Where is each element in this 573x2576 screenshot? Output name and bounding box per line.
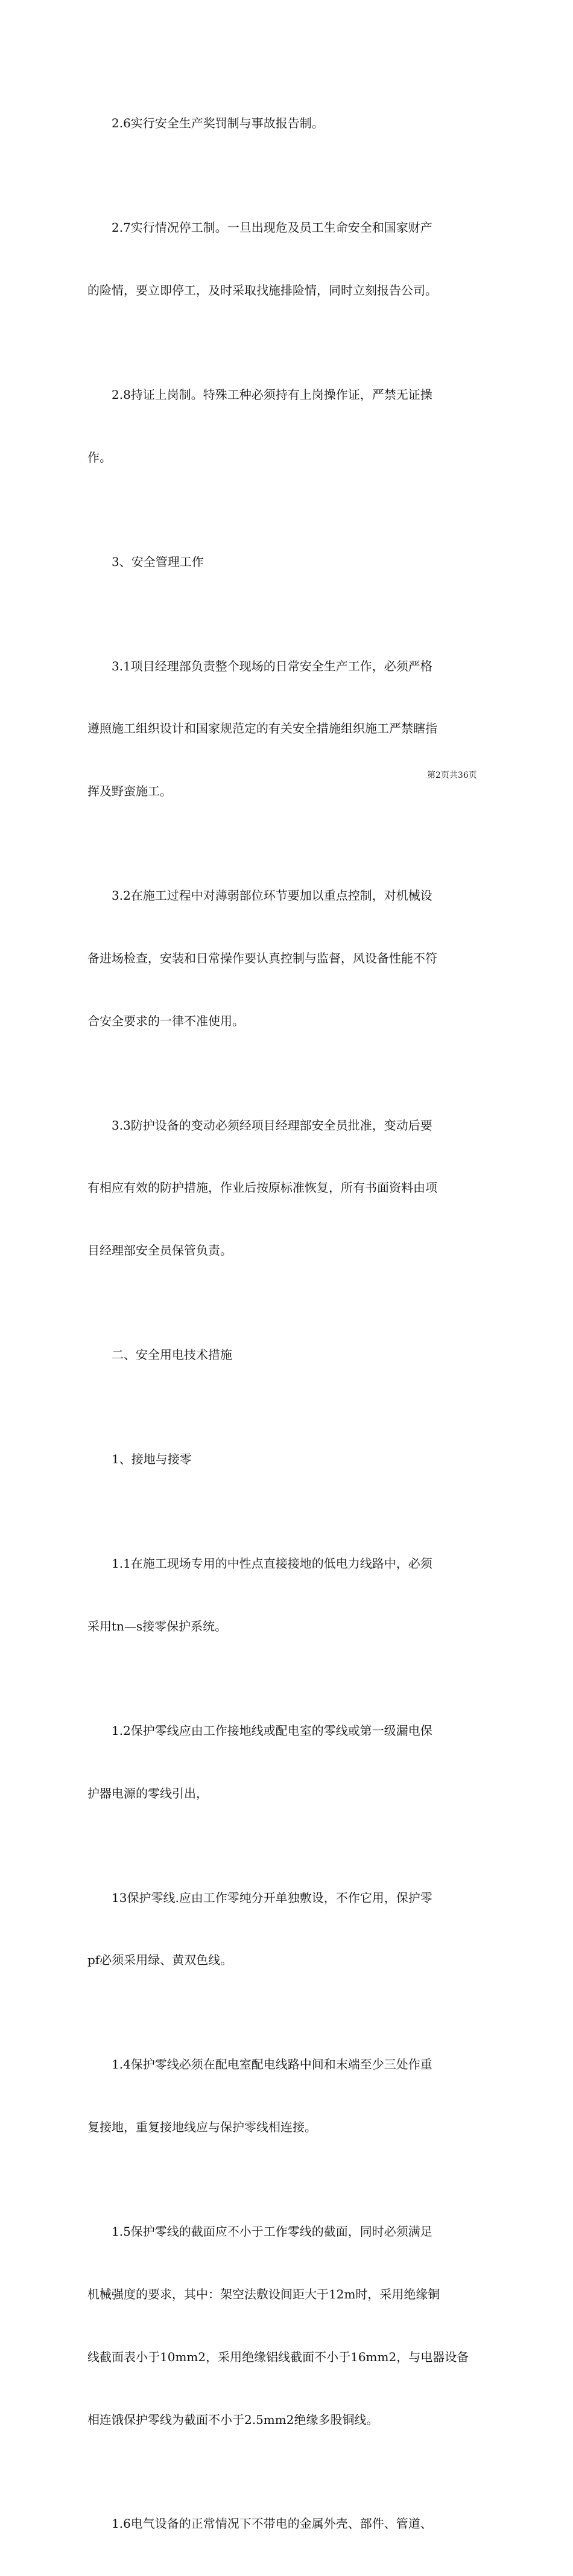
- text-line: 2.8持证上岗制。特殊工种必须持有上岗操作证，严禁无证操: [112, 387, 432, 402]
- text-line: 线截面表小于10mm2，采用绝缘铝线截面不小于16mm2，与电器设备: [87, 2349, 469, 2364]
- text-line: 2.7实行情况停工制。一旦出现危及员工生命安全和国家财产: [112, 220, 432, 235]
- text-line: 二、安全用电技术措施: [112, 1347, 232, 1363]
- text-line: 机械强度的要求，其中：架空法敷设间距大于12m时，采用绝缘铜: [87, 2286, 440, 2301]
- text-line: 1.6电气设备的正常情况下不带电的金属外壳、部件、管道、: [112, 2516, 432, 2531]
- text-line: 3、安全管理工作: [112, 554, 204, 569]
- paragraph: [87, 1073, 489, 1303]
- paragraph: [87, 2472, 489, 2576]
- text-line: 1.2保护零线应由工作接地线或配电室的零线或第一级漏电保: [112, 1723, 432, 1738]
- text-line: 13保护零线.应由工作零纯分开单独敷设，不作它用，保护零: [112, 1890, 432, 1905]
- paragraph: [87, 176, 489, 343]
- text-line: 采用tn—s接零保护系统。: [87, 1618, 227, 1633]
- paragraph: [87, 2012, 489, 2180]
- paragraph: [87, 1679, 489, 1846]
- text-line: 遵照施工组织设计和国家规范定的有关安全措施组织施工严禁瞎指: [87, 721, 437, 736]
- page-footer: [427, 770, 477, 781]
- paragraph: [87, 71, 489, 176]
- text-line: 1.5保护零线的截面应不小于工作零线的截面，同时必须满足: [112, 2224, 432, 2239]
- text-line: 3.3防护设备的变动必须经项目经理部安全员批准，变动后要: [112, 1118, 432, 1133]
- text-line: 备进场检查，安装和日常操作要认真控制与监督，风设备性能不符: [87, 950, 437, 965]
- text-line: 1、接地与接零: [112, 1452, 192, 1467]
- paragraph: [87, 1845, 489, 2012]
- paragraph: [87, 614, 489, 844]
- text-line: 1.1在施工现场专用的中性点直接接地的低电力线路中，必须: [112, 1556, 432, 1571]
- section-heading: [87, 1303, 489, 1407]
- text-line: 挥及野蛮施工。: [87, 784, 172, 799]
- text-line: 有相应有效的防护措施，作业后按原标准恢复，所有书面资料由项: [87, 1180, 437, 1195]
- text-line: 作。: [87, 450, 112, 465]
- text-line: 的险情，要立即停工，及时采取找施排险情，同时立刻报告公司。: [87, 282, 437, 297]
- text-line: 3.1项目经理部负责整个现场的日常安全生产工作，必须严格: [112, 658, 432, 673]
- text-line: 护器电源的零线引出，: [87, 1786, 208, 1801]
- paragraph: [87, 343, 489, 510]
- section-heading: [87, 1407, 489, 1512]
- text-line: 合安全要求的一律不准使用。: [87, 1013, 244, 1028]
- text-line: 1.4保护零线必须在配电室配电线路中间和末端至少三处作重: [112, 2057, 432, 2072]
- section-heading: [87, 509, 489, 614]
- text-line: 复接地，重复接地线应与保护零线相连接。: [87, 2120, 317, 2135]
- text-line: 2.6实行安全生产奖罚制与事故报告制。: [112, 116, 324, 131]
- text-line: 相连饿保护零线为截面不小于2.5mm2绝缘多股铜线。: [87, 2412, 379, 2427]
- paragraph: [87, 2180, 489, 2472]
- text-line: 目经理部安全员保管负责。: [87, 1243, 232, 1258]
- document-body: [87, 71, 489, 2576]
- text-line: 3.2在施工过程中对薄弱部位环节要加以重点控制，对机械设: [112, 888, 432, 903]
- page-number-label: 第2页共36页: [427, 771, 477, 780]
- paragraph: [87, 1512, 489, 1679]
- paragraph: [87, 844, 489, 1073]
- text-line: pf必须采用绿、黄双色线。: [87, 1953, 233, 1968]
